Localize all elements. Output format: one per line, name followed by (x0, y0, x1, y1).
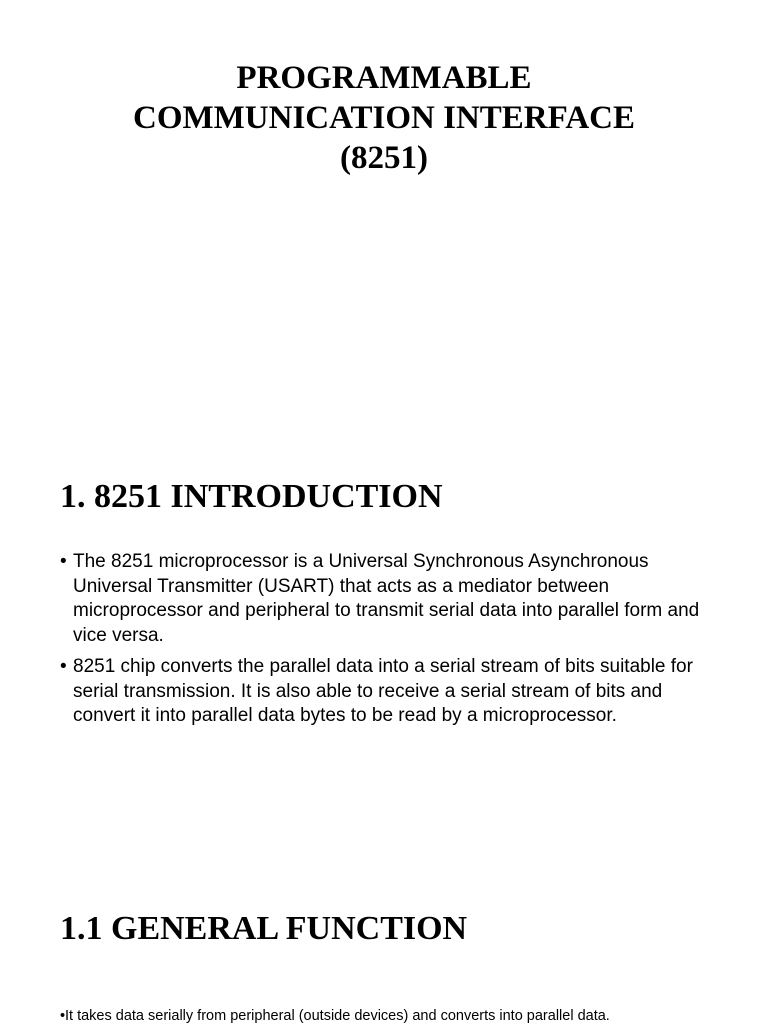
page-title (0, 58, 768, 178)
bullet-text: The 8251 microprocessor is a Universal Synchronous Asynchronous Universal Transmitter (USART) that acts as a mediator between microprocessor and peripheral to transmit serial data into parallel form and vice versa. (73, 551, 700, 646)
bullet-mark: • (60, 656, 67, 677)
title-slide (0, 0, 768, 430)
general-bullet-list (60, 1006, 760, 1033)
bullet-text: It takes data serially from peripheral (outside devices) and converts into parallel data. (65, 1008, 610, 1024)
intro-heading: 1. 8251 INTRODUCTION (60, 478, 443, 515)
bullet-mark: • (60, 1008, 66, 1024)
title-line: PROGRAMMABLE (236, 60, 532, 96)
list-item (60, 1006, 760, 1026)
title-line: (8251) (340, 140, 428, 176)
title-line: COMMUNICATION INTERFACE (132, 100, 636, 136)
general-function-heading: 1.1 GENERAL FUNCTION (60, 910, 468, 947)
bullet-text: 8251 chip converts the parallel data into a serial stream of bits suitable for serial transmission. It is also able to receive a serial stream of bits and convert it into parallel data bytes to be read by a microprocessor. (73, 656, 693, 726)
list-item (60, 550, 710, 648)
intro-bullet-list (60, 550, 710, 736)
list-item (60, 655, 710, 729)
bullet-mark: • (60, 551, 67, 572)
